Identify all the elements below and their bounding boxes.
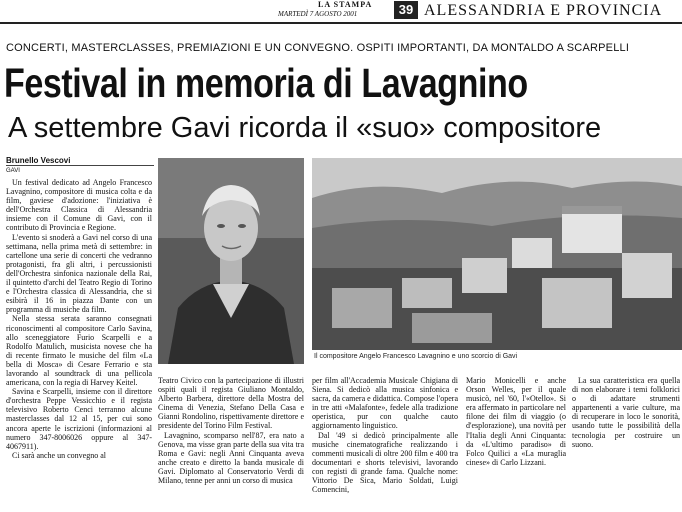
article-column-4 [466, 376, 566, 512]
paragraph: La sua caratteristica era quella di non elaborare i temi folklorici o di adattare strumenti appartenenti a varie culture, ma di recuperare in loco le sonorità, usando tutte le possibilità della tecnologia per costruire un suono. [572, 376, 680, 449]
masthead-rule [0, 22, 682, 24]
dateline-location: GAVI [6, 168, 20, 174]
section-title: ALESSANDRIA E PROVINCIA [424, 2, 663, 19]
photo-caption: Il compositore Angelo Francesco Lavagnino e uno scorcio di Gavi [314, 353, 518, 360]
kicker: CONCERTI, MASTERCLASSES, PREMIAZIONI E UN CONVEGNO. OSPITI IMPORTANTI, DA MONTALDO A SCARPELLI [6, 42, 630, 54]
page-number: 39 [394, 1, 418, 19]
portrait-photo [158, 158, 304, 364]
headline: Festival in memoria di Lavagnino [4, 60, 528, 106]
article-column-1 [6, 178, 152, 512]
paragraph: L'evento si snoderà a Gavi nel corso di una settimana, nella prima metà di settembre: in cartellone una serie di concerti che vedranno protagonisti, fra gli altri, i percussionisti dell'Orchestra sinfonica nazionale della Rai, il quintetto d'archi del Teatro Regio di Torino e l'Orchestra classica di Alessandria, che si esibirà il 16 in piazza Dante con un programma di musiche da film. [6, 232, 152, 315]
paragraph: Nella stessa serata saranno consegnati riconoscimenti al compositore Carlo Savina, allo sceneggiatore Furio Scarpelli e a Rodolfo Matulich, musicista novese che ha di recente firmato le musiche del film «La bella di Mosca» di Cesare Ferrario e sta lavorando al soundtrack di una pellicola americana, con la regia di Harvey Keitel. [6, 314, 152, 388]
paragraph: Dal '49 si dedicò principalmente alle musiche cinematografiche realizzando i commenti musicali di oltre 200 film e 400 tra documentari e shorts televisivi, lavorando con registi di grande fama. Qualche nome: Vittorio De Sica, Mario Soldati, Luigi Comencini, [312, 430, 458, 495]
paragraph: per film all'Accademia Musicale Chigiana di Siena. Si dedicò alla musica sinfonica e sacra, da camera e didattica. Compose l'opera in tre atti «Malafonte», fedele alla tradizione operistica, pur con qualche cauto aggiornamento linguistico. [312, 376, 458, 431]
landscape-photo [312, 158, 682, 350]
byline: Brunello Vescovi [6, 156, 71, 165]
masthead [0, 0, 682, 22]
paragraph: Un festival dedicato ad Angelo Francesco Lavagnino, compositore di musica colta e da film, gaviese d'adozione: l'iniziativa è dell'Orchestra Classica di Alessandria insieme con il Comune di Gavi, con il contributo di Provincia e Regione. [6, 178, 152, 233]
paper-name: LA STAMPA [318, 0, 373, 9]
article-column-5 [572, 376, 680, 512]
subheadline: A settembre Gavi ricorda il «suo» compositore [8, 112, 602, 144]
paragraph: Lavagnino, scomparso nell'87, era nato a Genova, ma visse gran parte della sua vita tra Roma e Gavi: negli Anni Cinquanta aveva anche creato e diretto la banda musicale di Gavi. Diplomato al Conservatorio Verdi di Milano, tenne per anni un corso di musica [158, 430, 304, 486]
paragraph: Savina e Scarpelli, insieme con il direttore d'orchestra Peppe Vessicchio e il regista televisivo Roberto Cenci terranno alcune masterclasses dal 12 al 15, per cui sono ancora aperte le iscrizioni (informazioni al numero 347-8006026 oppure al 347-4067911). [6, 387, 152, 451]
byline-rule [6, 165, 154, 166]
publication-date: MARTEDÌ 7 AGOSTO 2001 [278, 10, 358, 18]
article-column-3 [312, 376, 458, 512]
paragraph: Ci sarà anche un convegno al [12, 450, 106, 460]
paragraph: Teatro Civico con la partecipazione di illustri ospiti quali il regista Giuliano Montaldo, Alberto Barbera, direttore della Mostra del Cinema di Venezia, Stefano Della Casa e Gianni Rondolino, rispettivamente direttore e presidente del Torino Film Festival. [158, 376, 304, 431]
paragraph: Mario Monicelli e anche Orson Welles, per il quale musicò, nel '60, l'«Otello». Si era affermato in particolare nel filone dei film di viaggio (o d'esplorazione), una novità per l'Italia degli Anni Cinquanta: da «L'ultimo paradiso» di Folco Quilici a «La muraglia cinese» di Carlo Lizzani. [466, 376, 566, 467]
article-column-2 [158, 376, 304, 512]
